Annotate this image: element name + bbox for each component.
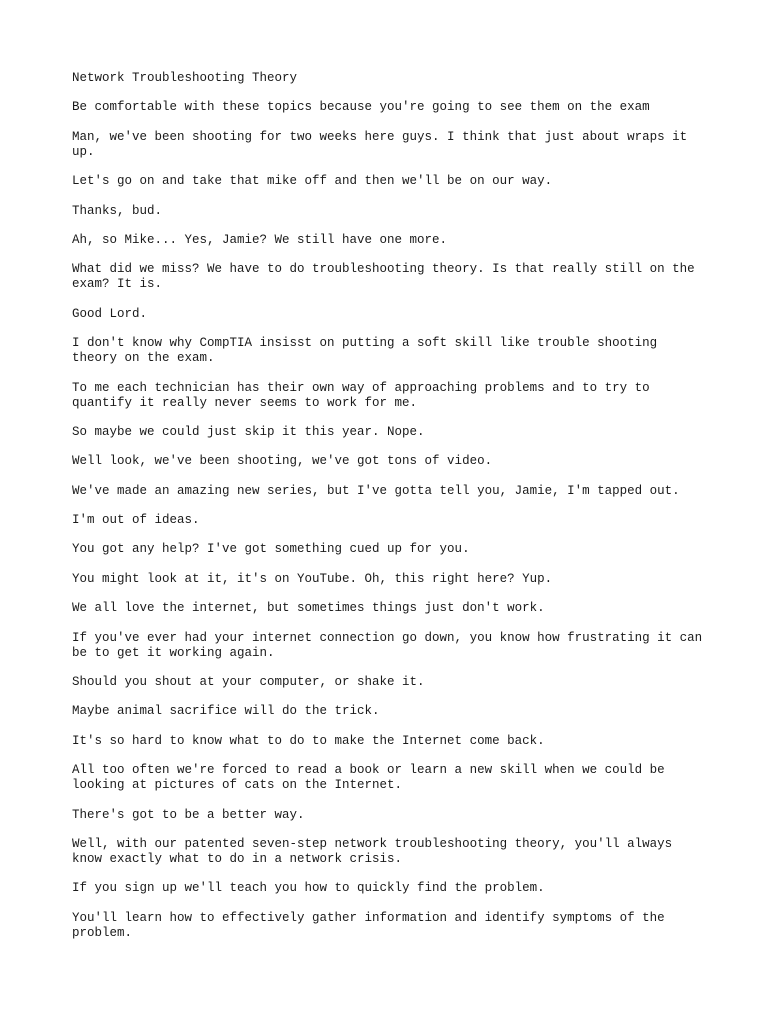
paragraph: We've made an amazing new series, but I've gotta tell you, Jamie, I'm tapped out. (72, 483, 680, 498)
paragraph: Ah, so Mike... Yes, Jamie? We still have one more. (72, 232, 448, 247)
paragraph: You'll learn how to effectively gather information and identify symptoms of the problem. (72, 910, 665, 940)
paragraph: Should you shout at your computer, or shake it. (72, 675, 425, 690)
paragraph: It's so hard to know what to do to make the Internet come back. (72, 733, 545, 748)
paragraph: If you sign up we'll teach you how to quickly find the problem. (72, 881, 545, 896)
paragraph: If you've ever had your internet connection go down, you know how frustrating it can be to get it working again. (72, 630, 703, 660)
document-page (72, 71, 704, 955)
paragraph: Maybe animal sacrifice will do the trick. (72, 704, 380, 719)
paragraph: There's got to be a better way. (72, 807, 305, 822)
paragraph: All too often we're forced to read a book or learn a new skill when we could be looking at pictures of cats on the Internet. (72, 763, 665, 793)
paragraph: Be comfortable with these topics because you're going to see them on the exam (72, 100, 650, 115)
paragraph: Thanks, bud. (72, 203, 163, 218)
paragraph: Man, we've been shooting for two weeks here guys. I think that just about wraps it up. (72, 129, 688, 159)
paragraph: Well, with our patented seven-step network troubleshooting theory, you'll always know exactly what to do in a network crisis. (72, 836, 673, 866)
paragraph: I don't know why CompTIA insisst on putting a soft skill like trouble shooting theory on the exam. (72, 336, 658, 366)
paragraph: Good Lord. (72, 306, 148, 321)
paragraph: Well look, we've been shooting, we've got tons of video. (72, 454, 493, 469)
paragraph: Let's go on and take that mike off and then we'll be on our way. (72, 174, 553, 189)
paragraph: You might look at it, it's on YouTube. Oh, this right here? Yup. (72, 571, 553, 586)
paragraph: You got any help? I've got something cued up for you. (72, 542, 470, 557)
paragraph: What did we miss? We have to do troubleshooting theory. Is that really still on the exam? It is. (72, 262, 695, 292)
paragraph: So maybe we could just skip it this year. Nope. (72, 424, 425, 439)
paragraph: To me each technician has their own way of approaching problems and to try to quantify it really never seems to work for me. (72, 380, 650, 410)
paragraph: We all love the internet, but sometimes things just don't work. (72, 601, 545, 616)
document-title: Network Troubleshooting Theory (72, 71, 298, 85)
paragraph: I'm out of ideas. (72, 513, 200, 528)
